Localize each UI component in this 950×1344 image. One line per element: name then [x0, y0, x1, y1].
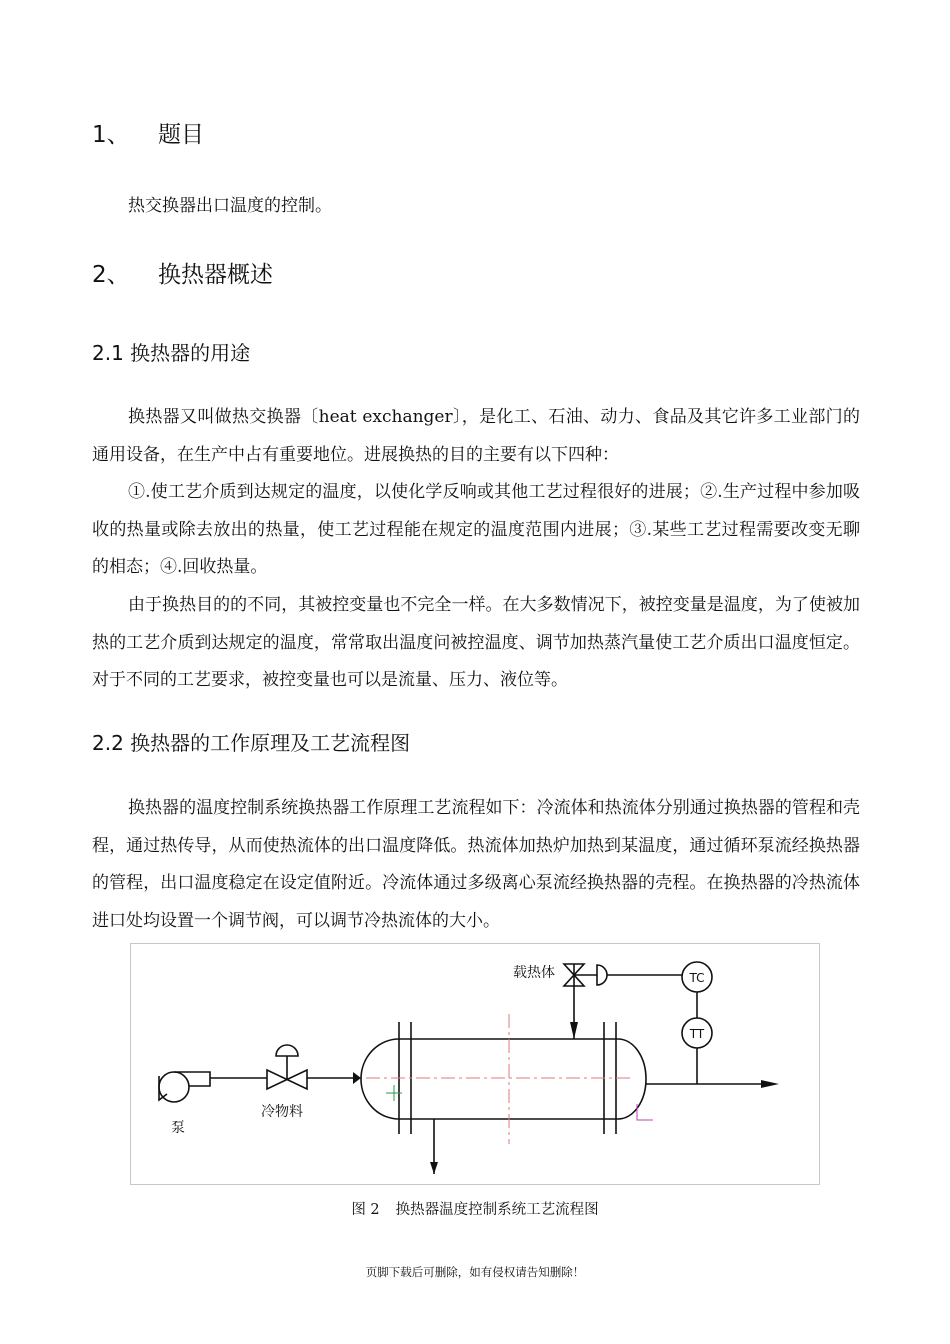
heat-exchanger-icon	[361, 1022, 646, 1174]
figure-title: 换热器温度控制系统工艺流程图	[395, 1202, 599, 1218]
section-2-1-heading: 2.1 换热器的用途	[92, 341, 251, 365]
topic-paragraph: 热交换器出口温度的控制。	[128, 196, 332, 216]
heat-carrier-valve-icon	[564, 964, 607, 986]
figure-number: 图 2	[351, 1202, 380, 1218]
section-1-heading	[92, 116, 204, 149]
usage-paragraph-2: ①.使工艺介质到达规定的温度，以使化学反响或其他工艺过程很好的进展；②.生产过程中参加吸收的热量或除去放出的热量，使工艺过程能在规定的温度范围内进展；③.某些工艺过程需要改变无聊的相态；④.回收热量。	[92, 482, 860, 577]
tt-label: TT	[689, 1027, 705, 1041]
section-2-heading	[92, 256, 273, 289]
principle-paragraph: 换热器的温度控制系统换热器工作原理工艺流程如下：冷流体和热流体分别通过换热器的管程和壳程，通过热传导，从而使热流体的出口温度降低。热流体加热炉加热到某温度，通过循环泵流经换热器的管程，出口温度稳定在设定值附近。冷流体通过多级离心泵流经换热器的壳程。在换热器的冷热流体进口处均设置一个调节阀，可以调节冷热流体的大小。	[92, 798, 860, 931]
section-2-title: 换热器概述	[158, 262, 273, 288]
figure-caption	[0, 1198, 950, 1219]
usage-paragraph-3: 由于换热目的的不同，其被控变量也不完全一样。在大多数情况下，被控变量是温度，为了使被加热的工艺介质到达规定的温度，常常取出温度问被控温度、调节加热蒸汽量使工艺介质出口温度恒定。对于不同的工艺要求，被控变量也可以是流量、压力、液位等。	[92, 595, 860, 690]
process-flow-diagram	[130, 943, 820, 1185]
section-1-title: 题目	[158, 122, 204, 148]
section-1-number: 1、	[92, 122, 130, 148]
flow-diagram-svg	[131, 944, 819, 1184]
tc-label: TC	[689, 971, 705, 985]
page-footer: 页脚下载后可删除，如有侵权请告知删除！	[365, 1265, 585, 1279]
section-2-number: 2、	[92, 262, 130, 288]
pump-icon	[159, 1072, 210, 1102]
usage-paragraph-1: 换热器又叫做热交换器〔heat exchanger〕，是化工、石油、动力、食品及其它许多工业部门的通用设备，在生产中占有重要地位。进展换热的目的主要有以下四种：	[92, 407, 860, 465]
section-2-2-heading: 2.2 换热器的工作原理及工艺流程图	[92, 731, 411, 755]
heat-carrier-label: 载热体	[513, 965, 555, 981]
pump-label: 泵	[171, 1120, 185, 1136]
cold-material-label: 冷物料	[261, 1104, 303, 1120]
cold-control-valve-icon	[267, 1045, 307, 1089]
